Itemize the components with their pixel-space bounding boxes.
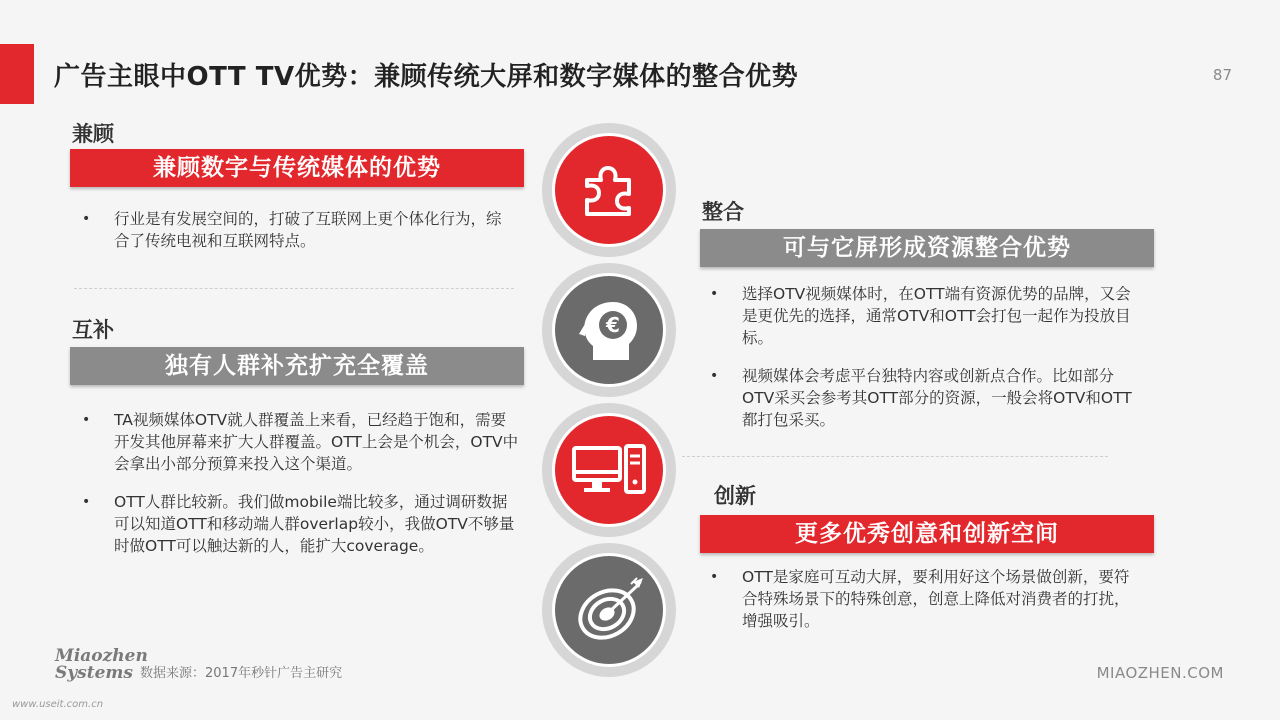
head-euro-icon (552, 273, 666, 387)
circle-target (542, 543, 676, 677)
logo-line1: Miaozhen (55, 646, 148, 666)
circle-puzzle (542, 123, 676, 257)
section-label-chuangxin: 创新 (714, 484, 756, 508)
divider (74, 288, 514, 289)
banner-zhenghe: 可与它屏形成资源整合优势 (700, 229, 1154, 267)
section-label-hubu: 互补 (72, 318, 114, 342)
banner-chuangxin: 更多优秀创意和创新空间 (700, 515, 1154, 553)
banner-jiangu: 兼顾数字与传统媒体的优势 (70, 149, 524, 187)
bullet-item: • 视频媒体会考虑平台独特内容或创新点合作。比如部分OTV采买会参考其OTT部分的资源，一般会将OTV和OTT都打包采买。 (700, 365, 1144, 431)
page-title: 广告主眼中OTT TV优势：兼顾传统大屏和数字媒体的整合优势 (54, 62, 799, 92)
title-accent-bar (0, 44, 34, 104)
bullet-item: • OTT人群比较新。我们做mobile端比较多，通过调研数据可以知道OTT和移动端人群overlap较小，我做OTV不够量时做OTT可以触达新的人，能扩大coverage。 (72, 491, 520, 557)
section-label-jiangu: 兼顾 (72, 122, 114, 146)
bullet-list-chuangxin (700, 566, 1144, 648)
bullet-list-hubu (72, 409, 520, 573)
circle-head (542, 263, 676, 397)
puzzle-icon (552, 133, 666, 247)
computer-icon (552, 413, 666, 527)
bullet-item: • TA视频媒体OTV就人群覆盖上来看，已经趋于饱和，需要开发其他屏幕来扩大人群覆盖。OTT上会是个机会，OTV中会拿出小部分预算来投入这个渠道。 (72, 409, 520, 475)
bullet-list-zhenghe (700, 283, 1144, 447)
svg-text:€: € (606, 313, 620, 337)
brand-url: MIAOZHEN.COM (1096, 664, 1224, 682)
miaozhen-logo (55, 648, 148, 682)
bullet-item: • 行业是有发展空间的，打破了互联网上更个体化行为，综合了传统电视和互联网特点。 (72, 208, 512, 252)
banner-hubu: 独有人群补充扩充全覆盖 (70, 347, 524, 385)
page-number: 87 (1212, 66, 1232, 84)
section-label-zhenghe: 整合 (702, 200, 744, 224)
watermark: www.useit.com.cn (12, 699, 104, 710)
target-icon (552, 553, 666, 667)
data-source: 数据来源：2017年秒针广告主研究 (140, 666, 343, 681)
circle-computer (542, 403, 676, 537)
bullet-list-jiangu (72, 208, 512, 268)
bullet-item: • 选择OTV视频媒体时，在OTT端有资源优势的品牌，又会是更优先的选择，通常OTV和OTT会打包一起作为投放目标。 (700, 283, 1144, 349)
divider (682, 456, 1108, 457)
bullet-item: • OTT是家庭可互动大屏，要利用好这个场景做创新，要符合特殊场景下的特殊创意，创意上降低对消费者的打扰，增强吸引。 (700, 566, 1144, 632)
logo-line2: Systems (55, 663, 133, 683)
